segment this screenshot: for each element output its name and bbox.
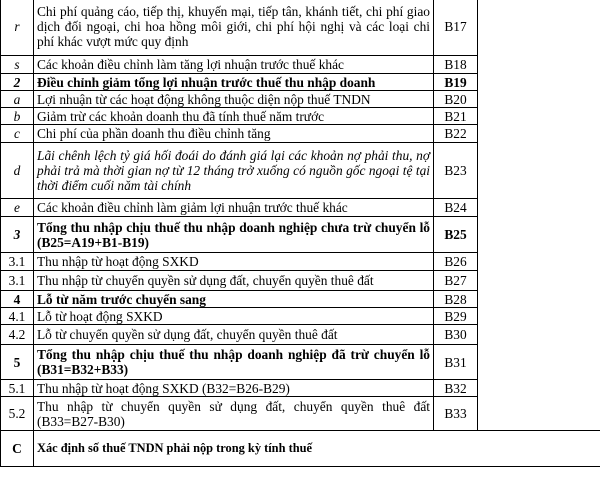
value-cell (478, 253, 600, 271)
value-cell (478, 125, 600, 143)
table-row (1, 125, 600, 143)
value-cell (478, 271, 600, 291)
table-row (1, 143, 600, 199)
row-number: c (1, 125, 34, 143)
table-row (1, 74, 600, 91)
row-description: Giảm trừ các khoản doanh thu đã tính thuế năm trước (34, 108, 434, 125)
row-code: B31 (434, 345, 478, 380)
row-number: 3 (1, 217, 34, 253)
row-description: Điều chỉnh giảm tổng lợi nhuận trước thuế thu nhập doanh (34, 74, 434, 91)
row-number: 5.1 (1, 380, 34, 397)
value-cell (478, 143, 600, 199)
row-code: B27 (434, 271, 478, 291)
row-code: B18 (434, 56, 478, 74)
section-c-title: Xác định số thuế TNDN phải nộp trong kỳ tính thuế (34, 431, 600, 467)
value-cell (478, 91, 600, 108)
row-number: 4.1 (1, 308, 34, 325)
row-code: B30 (434, 325, 478, 345)
table-row (1, 345, 600, 380)
value-cell (478, 380, 600, 397)
row-description: Chi phí của phần doanh thu điều chỉnh tăng (34, 125, 434, 143)
row-description: Tổng thu nhập chịu thuế thu nhập doanh nghiệp đã trừ chuyển lỗ (B31=B32+B33) (34, 345, 434, 380)
row-description: Tổng thu nhập chịu thuế thu nhập doanh nghiệp chưa trừ chuyển lỗ (B25=A19+B1-B19) (34, 217, 434, 253)
row-code: B21 (434, 108, 478, 125)
table-row (1, 325, 600, 345)
row-number: e (1, 199, 34, 217)
value-cell (478, 217, 600, 253)
row-description: Thu nhập từ hoạt động SXKD (34, 253, 434, 271)
row-number: 3.1 (1, 271, 34, 291)
value-cell (478, 199, 600, 217)
value-cell (478, 56, 600, 74)
row-description: Lãi chênh lệch tỷ giá hối đoái do đánh giá lại các khoản nợ phải thu, nợ phải trả mà thời gian nợ từ 12 tháng trở xuống có nguồn gốc ngoại tệ tại thời điểm cuối năm tài chính (34, 143, 434, 199)
row-number: b (1, 108, 34, 125)
row-description: Thu nhập từ hoạt động SXKD (B32=B26-B29) (34, 380, 434, 397)
row-description: Thu nhập từ chuyển quyền sử dụng đất, chuyển quyền thuê đất (B33=B27-B30) (34, 397, 434, 431)
value-cell (478, 397, 600, 431)
row-code: B26 (434, 253, 478, 271)
row-description: Chi phí quảng cáo, tiếp thị, khuyến mại, tiếp tân, khánh tiết, chi phí giao dịch đối ngoại, chi hoa hồng môi giới, chi phí hội nghị và các loại chi phí khác vượt mức quy định (34, 0, 434, 56)
row-code: B23 (434, 143, 478, 199)
section-c-row (1, 431, 600, 467)
table-row (1, 291, 600, 308)
row-code: B32 (434, 380, 478, 397)
row-description: Thu nhập từ chuyển quyền sử dụng đất, chuyển quyền thuê đất (34, 271, 434, 291)
table-row (1, 199, 600, 217)
value-cell (478, 345, 600, 380)
value-cell (478, 308, 600, 325)
table-row (1, 0, 600, 56)
row-code: B28 (434, 291, 478, 308)
row-code: B17 (434, 0, 478, 56)
row-number: d (1, 143, 34, 199)
row-code: B25 (434, 217, 478, 253)
row-number: 2 (1, 74, 34, 91)
row-number: 5.2 (1, 397, 34, 431)
table-body (1, 0, 600, 467)
value-cell (478, 291, 600, 308)
table-row (1, 271, 600, 291)
row-code: B20 (434, 91, 478, 108)
row-number: a (1, 91, 34, 108)
row-description: Lỗ từ năm trước chuyển sang (34, 291, 434, 308)
row-code: B29 (434, 308, 478, 325)
row-number: 4 (1, 291, 34, 308)
row-description: Lỗ từ hoạt động SXKD (34, 308, 434, 325)
value-cell (478, 0, 600, 56)
row-number: 3.1 (1, 253, 34, 271)
value-cell (478, 325, 600, 345)
row-code: B19 (434, 74, 478, 91)
row-number: r (1, 0, 34, 56)
table-row (1, 108, 600, 125)
table-row (1, 308, 600, 325)
row-code: B33 (434, 397, 478, 431)
table-row (1, 217, 600, 253)
row-number: 5 (1, 345, 34, 380)
table-row (1, 91, 600, 108)
row-description: Lỗ từ chuyển quyền sử dụng đất, chuyển quyền thuê đất (34, 325, 434, 345)
table-row (1, 397, 600, 431)
table-row (1, 380, 600, 397)
table-row (1, 56, 600, 74)
table-row (1, 253, 600, 271)
row-code: B24 (434, 199, 478, 217)
row-number: s (1, 56, 34, 74)
value-cell (478, 108, 600, 125)
value-cell (478, 74, 600, 91)
section-c-number: C (1, 431, 34, 467)
row-description: Lợi nhuận từ các hoạt động không thuộc diện nộp thuế TNDN (34, 91, 434, 108)
row-number: 4.2 (1, 325, 34, 345)
row-code: B22 (434, 125, 478, 143)
row-description: Các khoản điều chỉnh làm giảm lợi nhuận trước thuế khác (34, 199, 434, 217)
row-description: Các khoản điều chỉnh làm tăng lợi nhuận trước thuế khác (34, 56, 434, 74)
